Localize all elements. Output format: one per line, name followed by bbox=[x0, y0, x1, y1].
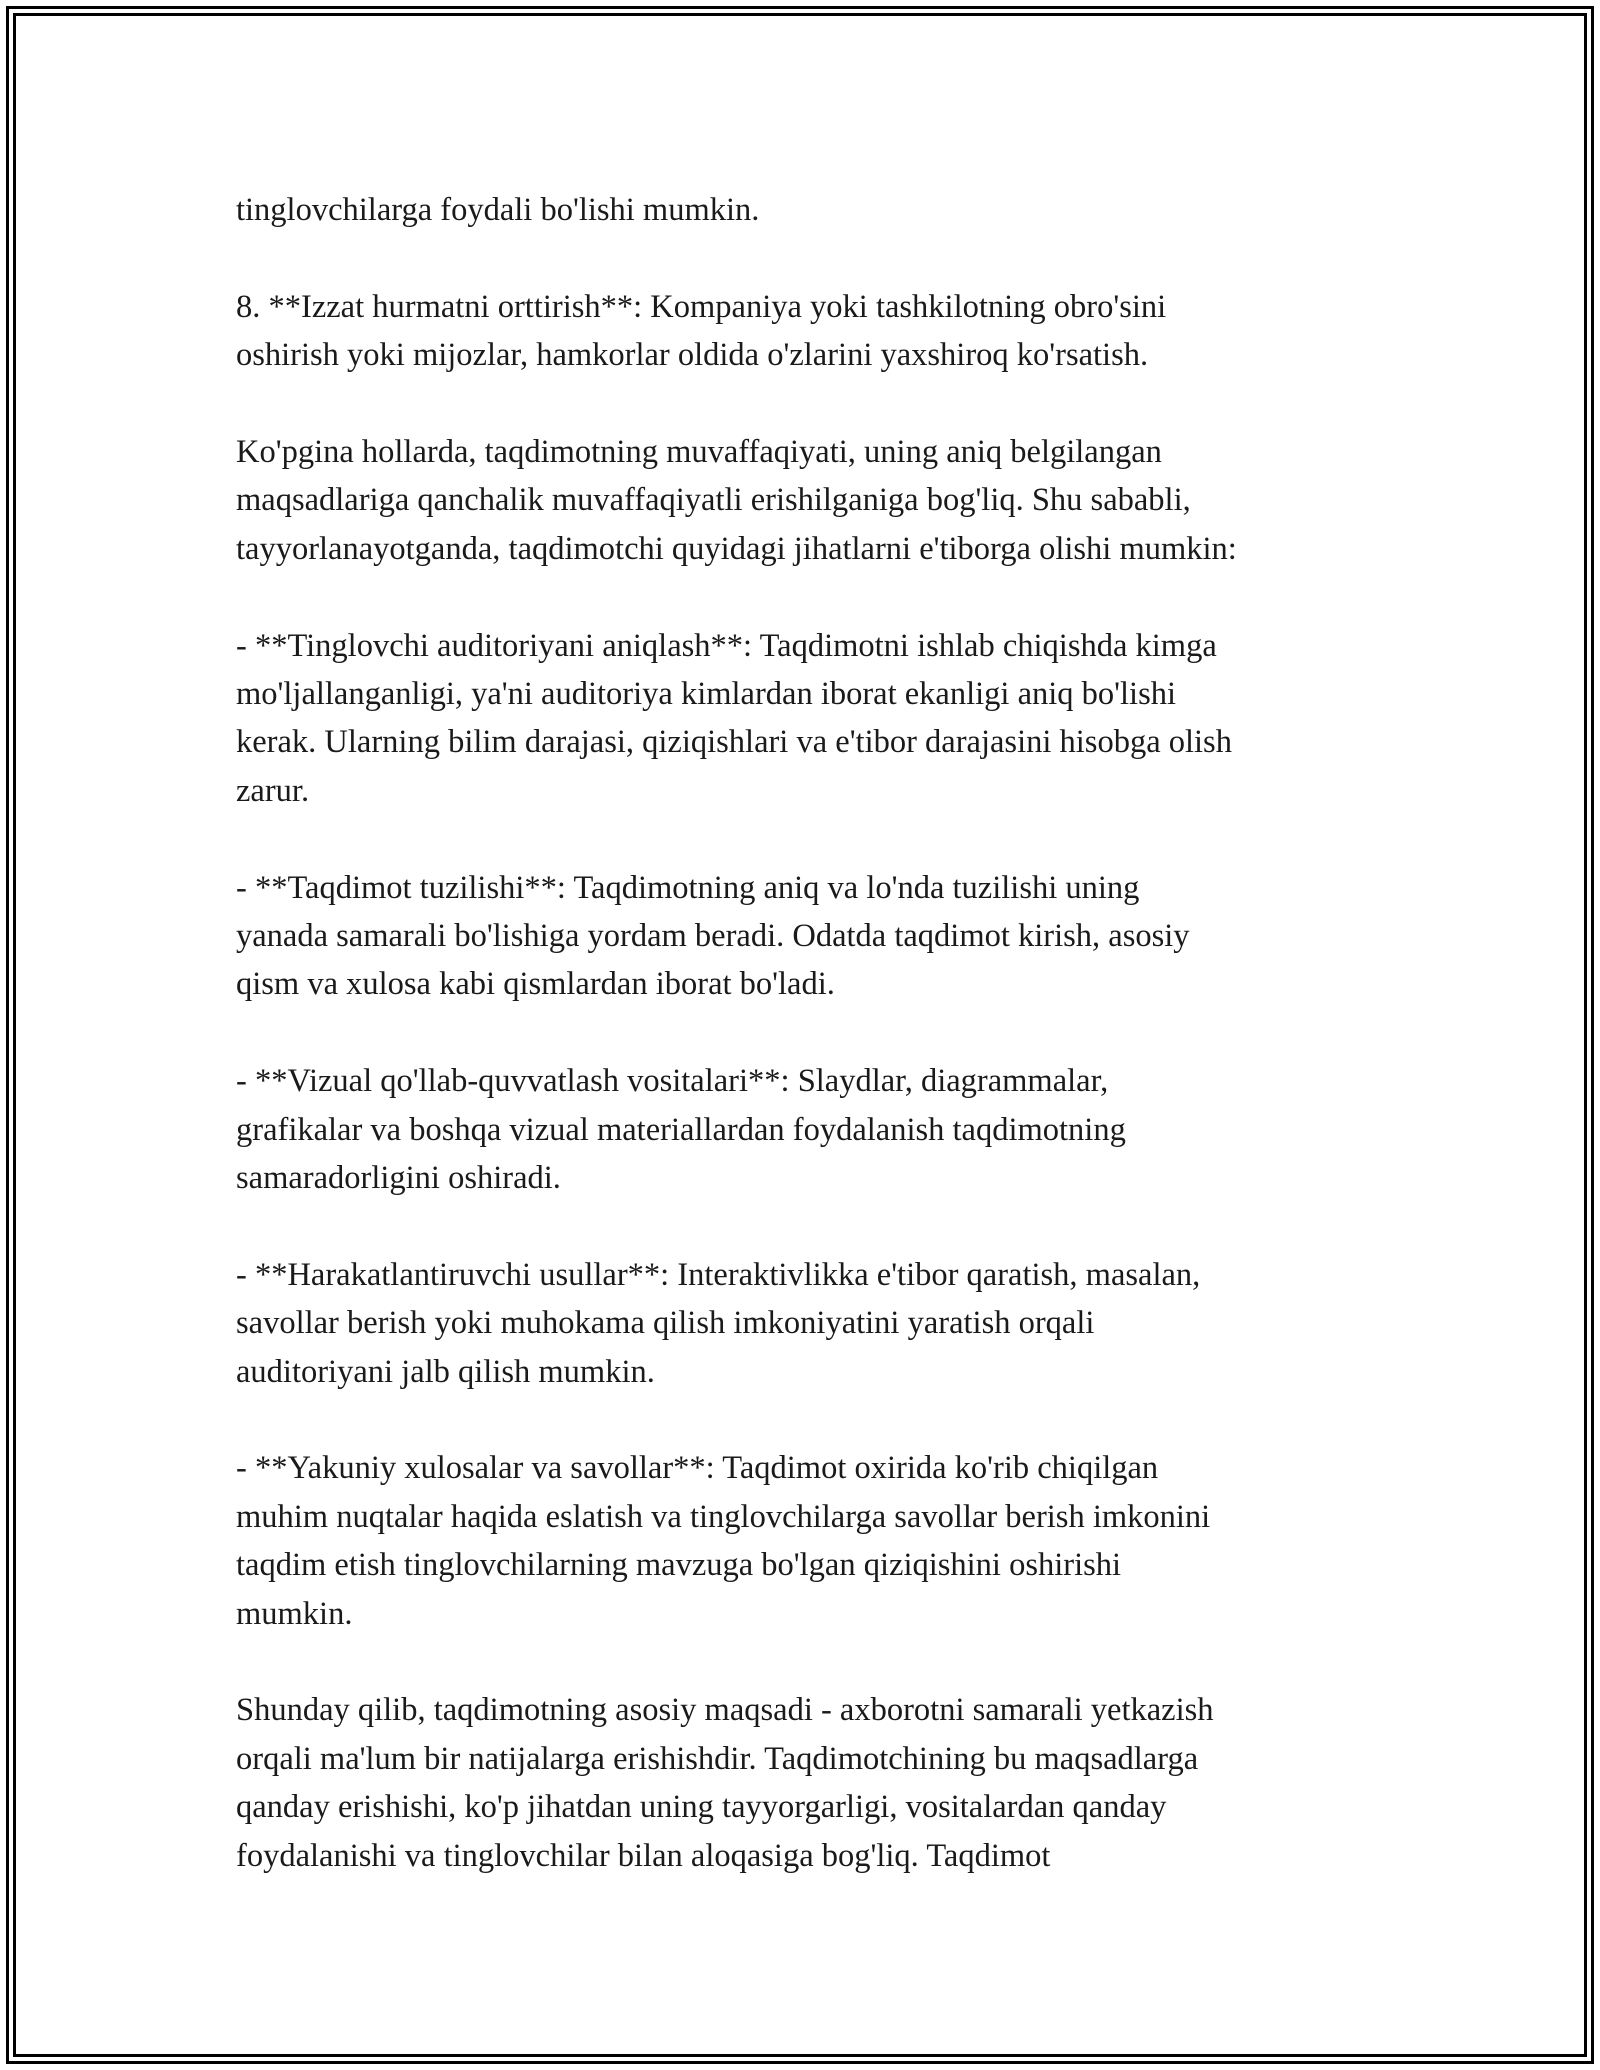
paragraph-summary: Shunday qilib, taqdimotning asosiy maqsadi - axborotni samarali yetkazish orqali ma'lum bir natijalarga erishishdir. Taqdimotchining bu maqsadlarga qanday erishishi, ko'p jihatdan uning tayyorgarligi, vositalardan qanday foydalanishi va tinglovchilar bilan aloqasiga bog'liq. Taqdimot bbox=[236, 1692, 1214, 1874]
bullet-structure: - **Taqdimot tuzilishi**: Taqdimotning aniq va lo'nda tuzilishi uning yanada samarali bo'lishiga yordam beradi. Odatda taqdimot kirish, asosiy qism va xulosa kabi qismlardan iborat bo'ladi. bbox=[236, 869, 1190, 1003]
document-body bbox=[236, 186, 1386, 1880]
paragraph-continuation: tinglovchilarga foydali bo'lishi mumkin. bbox=[236, 192, 760, 228]
bullet-audience: - **Tinglovchi auditoriyani aniqlash**: Taqdimotni ishlab chiqishda kimga mo'ljallanganligi, ya'ni auditoriya kimlardan iborat ekanligi aniq bo'lishi kerak. Ularning bilim darajasi, qiziqishlari va e'tibor darajasini hisobga olish zarur. bbox=[236, 627, 1232, 809]
paragraph-success-factors: Ko'pgina hollarda, taqdimotning muvaffaqiyati, uning aniq belgilangan maqsadlariga qanchalik muvaffaqiyatli erishilganiga bog'liq. Shu sababli, tayyorlanayotganda, taqdimotchi quyidagi jihatlarni e'tiborga olishi mumkin: bbox=[236, 434, 1237, 567]
bullet-conclusions: - **Yakuniy xulosalar va savollar**: Taqdimot oxirida ko'rib chiqilgan muhim nuqtalar haqida eslatish va tinglovchilarga savollar berish imkonini taqdim etish tinglovchilarning mavzuga bo'lgan qiziqishini oshirishi mumkin. bbox=[236, 1450, 1211, 1632]
bullet-engagement: - **Harakatlantiruvchi usullar**: Interaktivlikka e'tibor qaratish, masalan, savollar berish yoki muhokama qilish imkoniyatini yaratish orqali auditoriyani jalb qilish mumkin. bbox=[236, 1256, 1201, 1390]
list-item-izzat-hurmat: 8. **Izzat hurmatni orttirish**: Kompaniya yoki tashkilotning obro'sini oshirish yoki mijozlar, hamkorlar oldida o'zlarini yaxshiroq ko'rsatish. bbox=[236, 288, 1167, 374]
bullet-visual-aids: - **Vizual qo'llab-quvvatlash vositalari**: Slaydlar, diagrammalar, grafikalar va boshqa vizual materiallardan foydalanish taqdimotning samaradorligini oshiradi. bbox=[236, 1063, 1126, 1197]
